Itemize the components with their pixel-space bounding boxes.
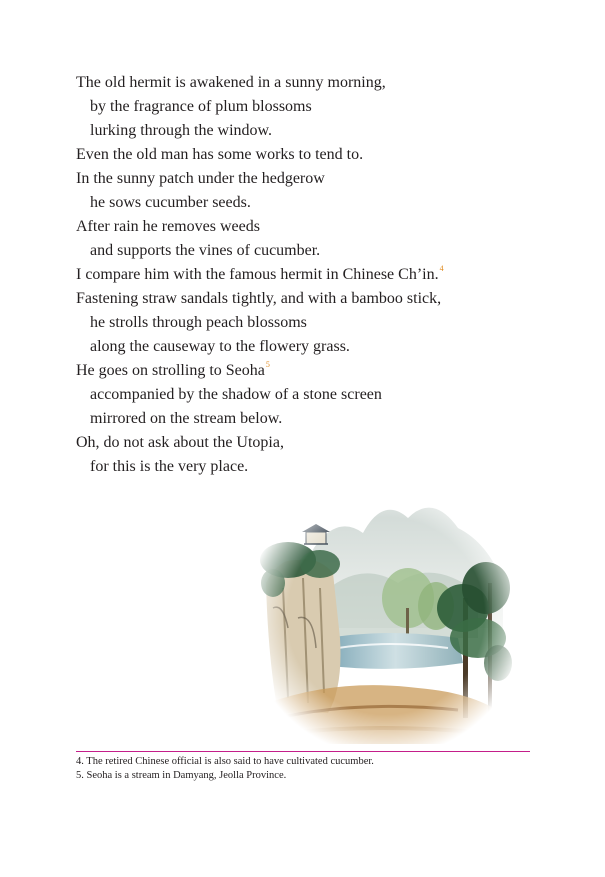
poem-line: by the fragrance of plum blossoms (90, 98, 312, 115)
poem-line: I compare him with the famous hermit in Chinese Ch’in.$^4$ (76, 264, 444, 283)
footnotes (76, 755, 536, 783)
poem-line: He goes on strolling to Seoha$^5$ (76, 360, 270, 379)
footnote-marker: 5 (265, 360, 270, 369)
landscape-illustration (258, 488, 514, 744)
footnote-divider (76, 751, 530, 752)
poem-line: The old hermit is awakened in a sunny morning, (76, 74, 386, 91)
footnote-4: 4. The retired Chinese official is also said to have cultivated cucumber. (76, 756, 374, 767)
poem-line: mirrored on the stream below. (90, 410, 283, 427)
poem-line: he sows cucumber seeds. (90, 194, 251, 211)
poem-line: lurking through the window. (90, 122, 273, 139)
poem-line: Oh, do not ask about the Utopia, (76, 434, 284, 451)
footnote-5: 5. Seoha is a stream in Damyang, Jeolla Province. (76, 770, 287, 781)
poem-line: In the sunny patch under the hedgerow (76, 170, 325, 187)
poem-line: Even the old man has some works to tend to. (76, 146, 364, 163)
footnote-marker: 4 (439, 264, 444, 273)
poem-line: accompanied by the shadow of a stone screen (90, 386, 382, 403)
poem-line: for this is the very place. (90, 458, 249, 475)
poem-line: along the causeway to the flowery grass. (90, 338, 350, 355)
poem-line: he strolls through peach blossoms (90, 314, 307, 331)
poem (76, 71, 546, 479)
poem-line: After rain he removes weeds (76, 218, 260, 235)
poem-line: Fastening straw sandals tightly, and with a bamboo stick, (76, 290, 442, 307)
poem-line: and supports the vines of cucumber. (90, 242, 321, 259)
